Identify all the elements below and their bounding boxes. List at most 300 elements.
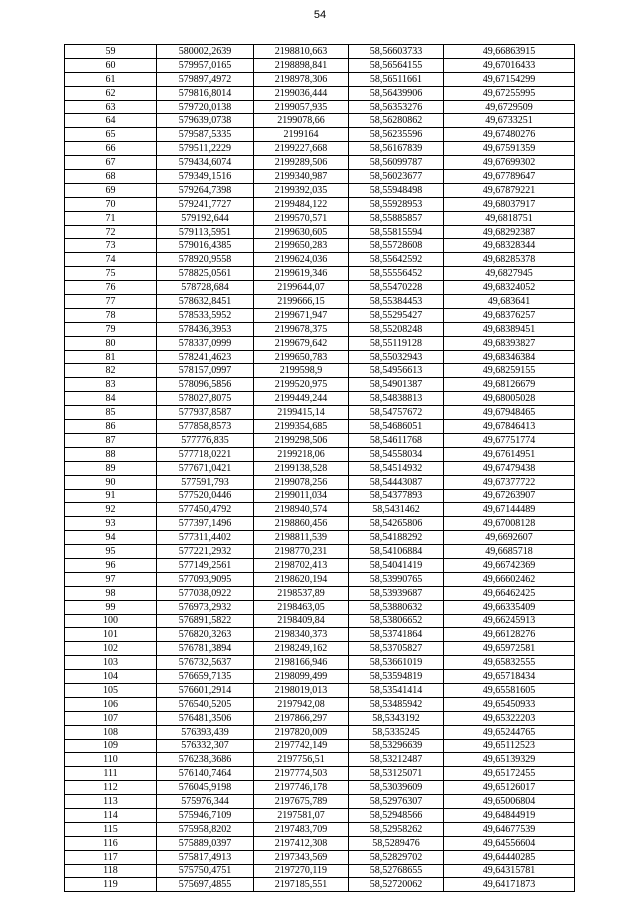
table-row xyxy=(65,683,575,697)
latitude-cell: 58,55948498 xyxy=(349,183,444,197)
point-number-cell: 75 xyxy=(65,267,157,281)
longitude-cell: 49,6692607 xyxy=(444,531,575,545)
table-row xyxy=(65,100,575,114)
point-number-cell: 69 xyxy=(65,183,157,197)
latitude-cell: 58,55295427 xyxy=(349,308,444,322)
y-coordinate-cell: 2199078,256 xyxy=(254,475,349,489)
point-number-cell: 71 xyxy=(65,211,157,225)
y-coordinate-cell: 2199678,375 xyxy=(254,322,349,336)
x-coordinate-cell: 579241,7727 xyxy=(157,197,254,211)
latitude-cell: 58,55556452 xyxy=(349,267,444,281)
x-coordinate-cell: 576732,5637 xyxy=(157,656,254,670)
longitude-cell: 49,65581605 xyxy=(444,683,575,697)
point-number-cell: 94 xyxy=(65,531,157,545)
latitude-cell: 58,54686051 xyxy=(349,420,444,434)
longitude-cell: 49,68324052 xyxy=(444,281,575,295)
y-coordinate-cell: 2197756,51 xyxy=(254,753,349,767)
x-coordinate-cell: 576238,3686 xyxy=(157,753,254,767)
y-coordinate-cell: 2199630,605 xyxy=(254,225,349,239)
y-coordinate-cell: 2198811,539 xyxy=(254,531,349,545)
table-row xyxy=(65,795,575,809)
latitude-cell: 58,54106884 xyxy=(349,545,444,559)
latitude-cell: 58,54443087 xyxy=(349,475,444,489)
latitude-cell: 58,52958262 xyxy=(349,822,444,836)
longitude-cell: 49,6685718 xyxy=(444,545,575,559)
longitude-cell: 49,67480276 xyxy=(444,128,575,142)
longitude-cell: 49,65244765 xyxy=(444,725,575,739)
latitude-cell: 58,55642592 xyxy=(349,253,444,267)
y-coordinate-cell: 2197866,297 xyxy=(254,711,349,725)
longitude-cell: 49,68126679 xyxy=(444,378,575,392)
table-row xyxy=(65,322,575,336)
y-coordinate-cell: 2199671,947 xyxy=(254,308,349,322)
x-coordinate-cell: 579897,4972 xyxy=(157,72,254,86)
point-number-cell: 119 xyxy=(65,878,157,892)
point-number-cell: 101 xyxy=(65,628,157,642)
y-coordinate-cell: 2199057,935 xyxy=(254,100,349,114)
y-coordinate-cell: 2198463,05 xyxy=(254,600,349,614)
y-coordinate-cell: 2199619,346 xyxy=(254,267,349,281)
longitude-cell: 49,65322203 xyxy=(444,711,575,725)
latitude-cell: 58,54558034 xyxy=(349,447,444,461)
table-row xyxy=(65,836,575,850)
longitude-cell: 49,67948465 xyxy=(444,406,575,420)
table-row xyxy=(65,850,575,864)
x-coordinate-cell: 577149,2561 xyxy=(157,558,254,572)
point-number-cell: 63 xyxy=(65,100,157,114)
y-coordinate-cell: 2199078,66 xyxy=(254,114,349,128)
y-coordinate-cell: 2199666,15 xyxy=(254,295,349,309)
table-row xyxy=(65,822,575,836)
y-coordinate-cell: 2197270,119 xyxy=(254,864,349,878)
longitude-cell: 49,67263907 xyxy=(444,489,575,503)
y-coordinate-cell: 2199036,444 xyxy=(254,86,349,100)
table-row xyxy=(65,295,575,309)
point-number-cell: 99 xyxy=(65,600,157,614)
y-coordinate-cell: 2199598,9 xyxy=(254,364,349,378)
table-row xyxy=(65,586,575,600)
y-coordinate-cell: 2199679,642 xyxy=(254,336,349,350)
latitude-cell: 58,53594819 xyxy=(349,670,444,684)
point-number-cell: 96 xyxy=(65,558,157,572)
x-coordinate-cell: 576659,7135 xyxy=(157,670,254,684)
x-coordinate-cell: 578632,8451 xyxy=(157,295,254,309)
latitude-cell: 58,56023677 xyxy=(349,170,444,184)
y-coordinate-cell: 2199289,506 xyxy=(254,156,349,170)
y-coordinate-cell: 2199624,036 xyxy=(254,253,349,267)
point-number-cell: 112 xyxy=(65,781,157,795)
latitude-cell: 58,53741864 xyxy=(349,628,444,642)
y-coordinate-cell: 2198860,456 xyxy=(254,517,349,531)
y-coordinate-cell: 2198340,373 xyxy=(254,628,349,642)
x-coordinate-cell: 577520,0446 xyxy=(157,489,254,503)
y-coordinate-cell: 2198940,574 xyxy=(254,503,349,517)
longitude-cell: 49,68376257 xyxy=(444,308,575,322)
point-number-cell: 60 xyxy=(65,58,157,72)
latitude-cell: 58,52976307 xyxy=(349,795,444,809)
y-coordinate-cell: 2198249,162 xyxy=(254,642,349,656)
latitude-cell: 58,52829702 xyxy=(349,850,444,864)
latitude-cell: 58,53705827 xyxy=(349,642,444,656)
point-number-cell: 88 xyxy=(65,447,157,461)
point-number-cell: 90 xyxy=(65,475,157,489)
table-row xyxy=(65,156,575,170)
page-number: 54 xyxy=(313,9,327,21)
longitude-cell: 49,66128276 xyxy=(444,628,575,642)
x-coordinate-cell: 578728,684 xyxy=(157,281,254,295)
point-number-cell: 115 xyxy=(65,822,157,836)
table-row xyxy=(65,253,575,267)
point-number-cell: 62 xyxy=(65,86,157,100)
latitude-cell: 58,5289476 xyxy=(349,836,444,850)
x-coordinate-cell: 575697,4855 xyxy=(157,878,254,892)
longitude-cell: 49,67479438 xyxy=(444,461,575,475)
y-coordinate-cell: 2197343,569 xyxy=(254,850,349,864)
point-number-cell: 64 xyxy=(65,114,157,128)
latitude-cell: 58,5431462 xyxy=(349,503,444,517)
point-number-cell: 65 xyxy=(65,128,157,142)
x-coordinate-cell: 575976,344 xyxy=(157,795,254,809)
latitude-cell: 58,55208248 xyxy=(349,322,444,336)
latitude-cell: 58,52720062 xyxy=(349,878,444,892)
table-row xyxy=(65,281,575,295)
longitude-cell: 49,66863915 xyxy=(444,45,575,59)
table-row xyxy=(65,503,575,517)
longitude-cell: 49,68292387 xyxy=(444,225,575,239)
y-coordinate-cell: 2199340,987 xyxy=(254,170,349,184)
x-coordinate-cell: 576140,7464 xyxy=(157,767,254,781)
x-coordinate-cell: 576781,3894 xyxy=(157,642,254,656)
longitude-cell: 49,67008128 xyxy=(444,517,575,531)
latitude-cell: 58,53125071 xyxy=(349,767,444,781)
y-coordinate-cell: 2198099,499 xyxy=(254,670,349,684)
longitude-cell: 49,65718434 xyxy=(444,670,575,684)
longitude-cell: 49,66462425 xyxy=(444,586,575,600)
y-coordinate-cell: 2197581,07 xyxy=(254,808,349,822)
y-coordinate-cell: 2199650,783 xyxy=(254,350,349,364)
latitude-cell: 58,54514932 xyxy=(349,461,444,475)
table-row xyxy=(65,558,575,572)
x-coordinate-cell: 580002,2639 xyxy=(157,45,254,59)
y-coordinate-cell: 2199354,685 xyxy=(254,420,349,434)
table-row xyxy=(65,739,575,753)
y-coordinate-cell: 2197942,08 xyxy=(254,697,349,711)
longitude-cell: 49,67591359 xyxy=(444,142,575,156)
x-coordinate-cell: 575817,4913 xyxy=(157,850,254,864)
table-row xyxy=(65,225,575,239)
y-coordinate-cell: 2198019,013 xyxy=(254,683,349,697)
y-coordinate-cell: 2198409,84 xyxy=(254,614,349,628)
point-number-cell: 76 xyxy=(65,281,157,295)
latitude-cell: 58,53541414 xyxy=(349,683,444,697)
latitude-cell: 58,53880632 xyxy=(349,600,444,614)
latitude-cell: 58,53990765 xyxy=(349,572,444,586)
point-number-cell: 82 xyxy=(65,364,157,378)
y-coordinate-cell: 2197185,551 xyxy=(254,878,349,892)
latitude-cell: 58,5335245 xyxy=(349,725,444,739)
latitude-cell: 58,55928953 xyxy=(349,197,444,211)
point-number-cell: 110 xyxy=(65,753,157,767)
y-coordinate-cell: 2199138,528 xyxy=(254,461,349,475)
x-coordinate-cell: 577776,835 xyxy=(157,433,254,447)
latitude-cell: 58,54901387 xyxy=(349,378,444,392)
y-coordinate-cell: 2199164 xyxy=(254,128,349,142)
y-coordinate-cell: 2197820,009 xyxy=(254,725,349,739)
table-row xyxy=(65,336,575,350)
longitude-cell: 49,64844919 xyxy=(444,808,575,822)
table-row xyxy=(65,753,575,767)
longitude-cell: 49,6733251 xyxy=(444,114,575,128)
longitude-cell: 49,67255995 xyxy=(444,86,575,100)
point-number-cell: 106 xyxy=(65,697,157,711)
latitude-cell: 58,56353276 xyxy=(349,100,444,114)
table-row xyxy=(65,114,575,128)
table-row xyxy=(65,392,575,406)
latitude-cell: 58,54265806 xyxy=(349,517,444,531)
coordinates-table-body xyxy=(65,45,575,892)
longitude-cell: 49,6818751 xyxy=(444,211,575,225)
longitude-cell: 49,67699302 xyxy=(444,156,575,170)
x-coordinate-cell: 579639,0738 xyxy=(157,114,254,128)
point-number-cell: 107 xyxy=(65,711,157,725)
y-coordinate-cell: 2199392,035 xyxy=(254,183,349,197)
table-row xyxy=(65,711,575,725)
longitude-cell: 49,66602462 xyxy=(444,572,575,586)
longitude-cell: 49,64171873 xyxy=(444,878,575,892)
latitude-cell: 58,54377893 xyxy=(349,489,444,503)
point-number-cell: 80 xyxy=(65,336,157,350)
x-coordinate-cell: 578096,5856 xyxy=(157,378,254,392)
longitude-cell: 49,64315781 xyxy=(444,864,575,878)
y-coordinate-cell: 2199011,034 xyxy=(254,489,349,503)
point-number-cell: 77 xyxy=(65,295,157,309)
longitude-cell: 49,68285378 xyxy=(444,253,575,267)
x-coordinate-cell: 578436,3953 xyxy=(157,322,254,336)
latitude-cell: 58,54838813 xyxy=(349,392,444,406)
table-row xyxy=(65,767,575,781)
latitude-cell: 58,56564155 xyxy=(349,58,444,72)
point-number-cell: 61 xyxy=(65,72,157,86)
x-coordinate-cell: 577450,4792 xyxy=(157,503,254,517)
y-coordinate-cell: 2199520,975 xyxy=(254,378,349,392)
table-row xyxy=(65,211,575,225)
point-number-cell: 91 xyxy=(65,489,157,503)
longitude-cell: 49,68005028 xyxy=(444,392,575,406)
x-coordinate-cell: 577937,8587 xyxy=(157,406,254,420)
point-number-cell: 74 xyxy=(65,253,157,267)
x-coordinate-cell: 576481,3506 xyxy=(157,711,254,725)
table-row xyxy=(65,142,575,156)
x-coordinate-cell: 577591,793 xyxy=(157,475,254,489)
longitude-cell: 49,68328344 xyxy=(444,239,575,253)
y-coordinate-cell: 2198166,946 xyxy=(254,656,349,670)
latitude-cell: 58,52948566 xyxy=(349,808,444,822)
table-row xyxy=(65,572,575,586)
x-coordinate-cell: 579113,5951 xyxy=(157,225,254,239)
point-number-cell: 73 xyxy=(65,239,157,253)
point-number-cell: 111 xyxy=(65,767,157,781)
longitude-cell: 49,65006804 xyxy=(444,795,575,809)
x-coordinate-cell: 579349,1516 xyxy=(157,170,254,184)
latitude-cell: 58,56235596 xyxy=(349,128,444,142)
latitude-cell: 58,52768655 xyxy=(349,864,444,878)
point-number-cell: 87 xyxy=(65,433,157,447)
latitude-cell: 58,54188292 xyxy=(349,531,444,545)
table-row xyxy=(65,545,575,559)
point-number-cell: 81 xyxy=(65,350,157,364)
longitude-cell: 49,6729509 xyxy=(444,100,575,114)
longitude-cell: 49,68393827 xyxy=(444,336,575,350)
point-number-cell: 92 xyxy=(65,503,157,517)
table-row xyxy=(65,267,575,281)
longitude-cell: 49,67751774 xyxy=(444,433,575,447)
y-coordinate-cell: 2197774,503 xyxy=(254,767,349,781)
x-coordinate-cell: 577093,9095 xyxy=(157,572,254,586)
table-row xyxy=(65,197,575,211)
y-coordinate-cell: 2199298,506 xyxy=(254,433,349,447)
x-coordinate-cell: 578337,0999 xyxy=(157,336,254,350)
y-coordinate-cell: 2199218,06 xyxy=(254,447,349,461)
x-coordinate-cell: 577858,8573 xyxy=(157,420,254,434)
latitude-cell: 58,55384453 xyxy=(349,295,444,309)
table-row xyxy=(65,517,575,531)
table-row xyxy=(65,86,575,100)
point-number-cell: 83 xyxy=(65,378,157,392)
point-number-cell: 113 xyxy=(65,795,157,809)
x-coordinate-cell: 576891,5822 xyxy=(157,614,254,628)
latitude-cell: 58,53039609 xyxy=(349,781,444,795)
longitude-cell: 49,67879221 xyxy=(444,183,575,197)
x-coordinate-cell: 577397,1496 xyxy=(157,517,254,531)
latitude-cell: 58,53212487 xyxy=(349,753,444,767)
latitude-cell: 58,53806652 xyxy=(349,614,444,628)
latitude-cell: 58,53939687 xyxy=(349,586,444,600)
y-coordinate-cell: 2198810,663 xyxy=(254,45,349,59)
latitude-cell: 58,5343192 xyxy=(349,711,444,725)
point-number-cell: 84 xyxy=(65,392,157,406)
latitude-cell: 58,56603733 xyxy=(349,45,444,59)
latitude-cell: 58,56511661 xyxy=(349,72,444,86)
longitude-cell: 49,68259155 xyxy=(444,364,575,378)
x-coordinate-cell: 578157,0997 xyxy=(157,364,254,378)
table-row xyxy=(65,628,575,642)
y-coordinate-cell: 2199650,283 xyxy=(254,239,349,253)
x-coordinate-cell: 578027,8075 xyxy=(157,392,254,406)
x-coordinate-cell: 576601,2914 xyxy=(157,683,254,697)
y-coordinate-cell: 2198537,89 xyxy=(254,586,349,600)
point-number-cell: 67 xyxy=(65,156,157,170)
x-coordinate-cell: 575750,4751 xyxy=(157,864,254,878)
y-coordinate-cell: 2198620,194 xyxy=(254,572,349,586)
latitude-cell: 58,55728608 xyxy=(349,239,444,253)
latitude-cell: 58,53296639 xyxy=(349,739,444,753)
y-coordinate-cell: 2198898,841 xyxy=(254,58,349,72)
latitude-cell: 58,55032943 xyxy=(349,350,444,364)
x-coordinate-cell: 575958,8202 xyxy=(157,822,254,836)
x-coordinate-cell: 577221,2932 xyxy=(157,545,254,559)
longitude-cell: 49,6827945 xyxy=(444,267,575,281)
x-coordinate-cell: 576540,5205 xyxy=(157,697,254,711)
longitude-cell: 49,67154299 xyxy=(444,72,575,86)
point-number-cell: 97 xyxy=(65,572,157,586)
longitude-cell: 49,64677539 xyxy=(444,822,575,836)
point-number-cell: 116 xyxy=(65,836,157,850)
longitude-cell: 49,68037917 xyxy=(444,197,575,211)
y-coordinate-cell: 2197675,789 xyxy=(254,795,349,809)
x-coordinate-cell: 576045,9198 xyxy=(157,781,254,795)
x-coordinate-cell: 575889,0397 xyxy=(157,836,254,850)
x-coordinate-cell: 576973,2932 xyxy=(157,600,254,614)
point-number-cell: 72 xyxy=(65,225,157,239)
latitude-cell: 58,54611768 xyxy=(349,433,444,447)
point-number-cell: 102 xyxy=(65,642,157,656)
longitude-cell: 49,67789647 xyxy=(444,170,575,184)
latitude-cell: 58,55470228 xyxy=(349,281,444,295)
longitude-cell: 49,65972581 xyxy=(444,642,575,656)
latitude-cell: 58,55815594 xyxy=(349,225,444,239)
table-row xyxy=(65,531,575,545)
x-coordinate-cell: 576393,439 xyxy=(157,725,254,739)
point-number-cell: 66 xyxy=(65,142,157,156)
x-coordinate-cell: 578533,5952 xyxy=(157,308,254,322)
table-row xyxy=(65,378,575,392)
point-number-cell: 104 xyxy=(65,670,157,684)
longitude-cell: 49,67016433 xyxy=(444,58,575,72)
table-row xyxy=(65,725,575,739)
x-coordinate-cell: 577671,0421 xyxy=(157,461,254,475)
y-coordinate-cell: 2199484,122 xyxy=(254,197,349,211)
y-coordinate-cell: 2199415,14 xyxy=(254,406,349,420)
y-coordinate-cell: 2197742,149 xyxy=(254,739,349,753)
latitude-cell: 58,56439906 xyxy=(349,86,444,100)
y-coordinate-cell: 2199570,571 xyxy=(254,211,349,225)
table-row xyxy=(65,308,575,322)
x-coordinate-cell: 577718,0221 xyxy=(157,447,254,461)
table-row xyxy=(65,781,575,795)
table-row xyxy=(65,350,575,364)
latitude-cell: 58,53661019 xyxy=(349,656,444,670)
table-row xyxy=(65,656,575,670)
table-row xyxy=(65,489,575,503)
point-number-cell: 79 xyxy=(65,322,157,336)
x-coordinate-cell: 579192,644 xyxy=(157,211,254,225)
table-row xyxy=(65,170,575,184)
table-row xyxy=(65,642,575,656)
point-number-cell: 98 xyxy=(65,586,157,600)
table-row xyxy=(65,614,575,628)
longitude-cell: 49,67614951 xyxy=(444,447,575,461)
latitude-cell: 58,55885857 xyxy=(349,211,444,225)
x-coordinate-cell: 578920,9558 xyxy=(157,253,254,267)
longitude-cell: 49,67377722 xyxy=(444,475,575,489)
longitude-cell: 49,65450933 xyxy=(444,697,575,711)
table-row xyxy=(65,697,575,711)
table-row xyxy=(65,420,575,434)
longitude-cell: 49,67846413 xyxy=(444,420,575,434)
point-number-cell: 85 xyxy=(65,406,157,420)
point-number-cell: 117 xyxy=(65,850,157,864)
y-coordinate-cell: 2199449,244 xyxy=(254,392,349,406)
latitude-cell: 58,54757672 xyxy=(349,406,444,420)
x-coordinate-cell: 578241,4623 xyxy=(157,350,254,364)
point-number-cell: 95 xyxy=(65,545,157,559)
x-coordinate-cell: 579511,2229 xyxy=(157,142,254,156)
table-row xyxy=(65,433,575,447)
table-row xyxy=(65,808,575,822)
longitude-cell: 49,65126017 xyxy=(444,781,575,795)
x-coordinate-cell: 577038,0922 xyxy=(157,586,254,600)
x-coordinate-cell: 579434,6074 xyxy=(157,156,254,170)
